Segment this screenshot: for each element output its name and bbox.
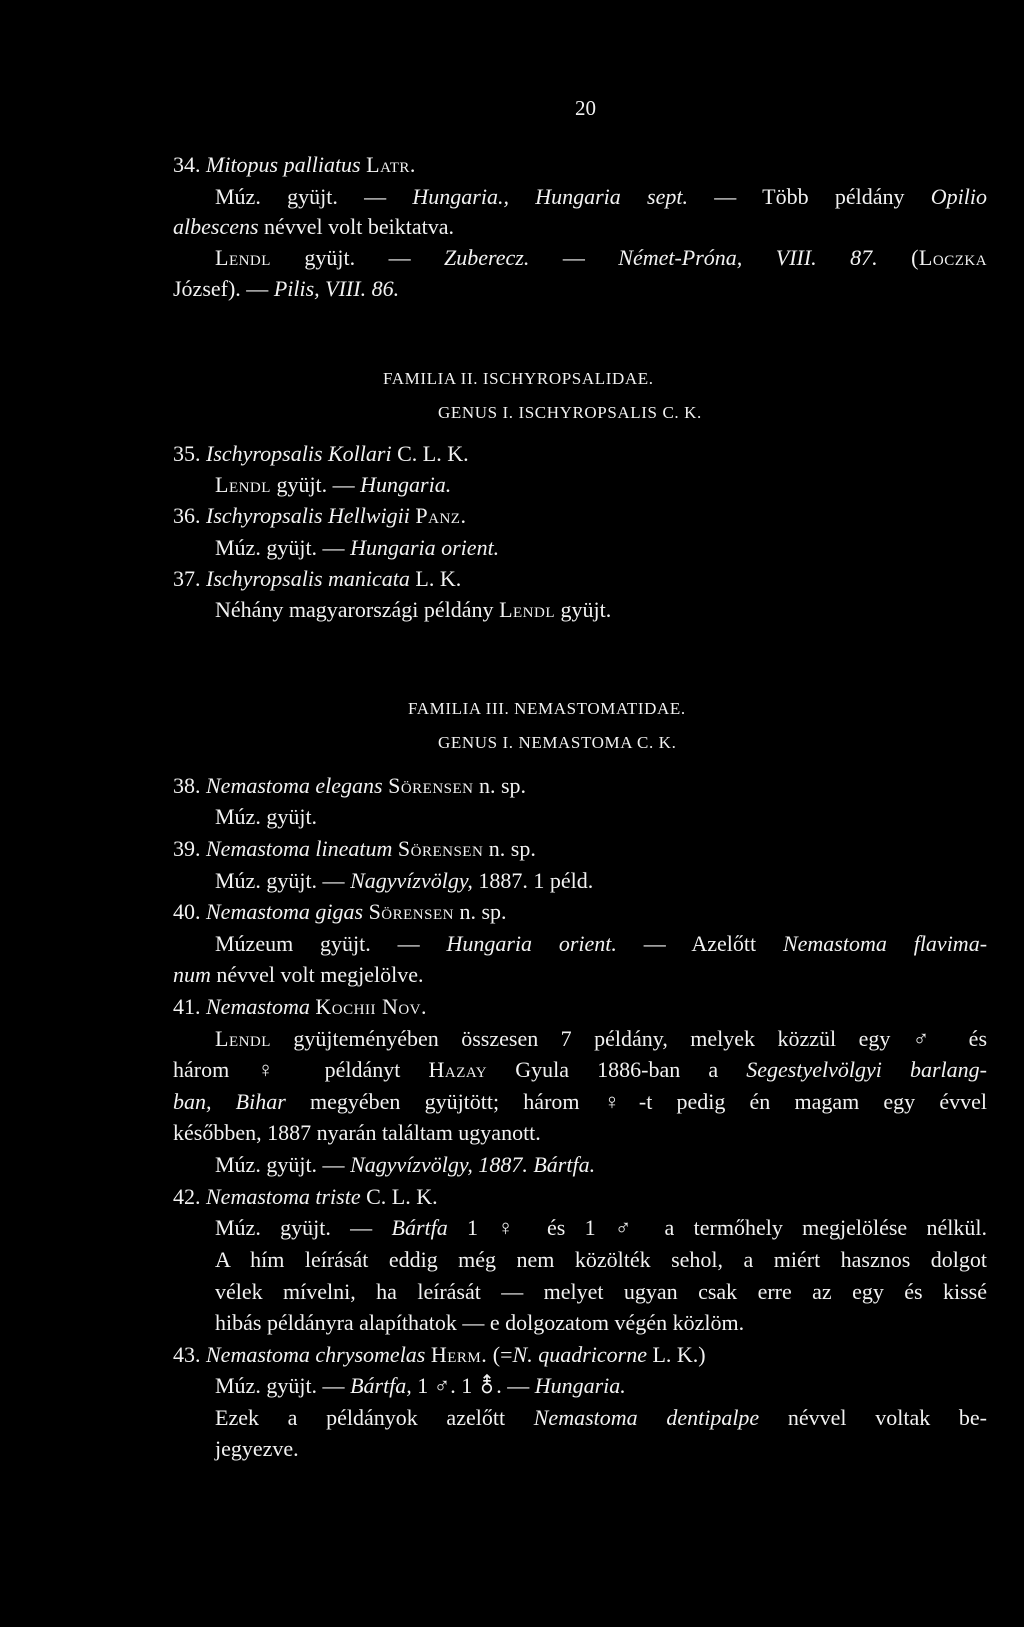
species-name: Ischyropsalis Hellwigii [206,503,410,528]
locality: Zuberecz. [444,245,530,270]
page-number: 20 [575,96,596,120]
text-run: gyüjt. — [304,245,411,270]
species-name: Nemastoma gigas [206,899,364,924]
entry-42-line-1 [215,1215,987,1241]
entry-36-line-1 [215,535,499,561]
entry-41-line-4 [173,1120,541,1146]
entry-41-line-3 [173,1089,987,1115]
entry-43-heading [173,1342,706,1368]
entry-number: 34. [173,152,201,177]
entry-39-heading [173,836,536,862]
collector-name: Lendl [215,245,271,270]
author-name: Sörensen [388,773,474,798]
entry-34-line-2 [173,214,454,240]
text-run: — Azelőtt [643,931,757,956]
locality: Pilis, VIII. 86. [273,276,400,301]
entry-35-heading [173,441,469,467]
entry-43-line-1 [215,1373,626,1399]
species-name: Mitopus palliatus [206,152,361,177]
entry-number: 35. [173,441,201,466]
entry-42-line-3 [215,1279,987,1305]
entry-42-heading [173,1184,438,1210]
entry-40-heading [173,899,507,925]
text-run: (= [492,1342,513,1367]
species-name: num [173,962,211,987]
species-name: Nemastoma dentipalpe [533,1405,760,1430]
locality: Hungaria orient. [446,931,617,956]
entry-38-line-1 [215,804,317,830]
text-run: későbben, 1887 nyarán találtam ugyanott. [173,1120,541,1145]
text-run: Múzeum gyüjt. — [215,931,420,956]
entry-38-heading [173,773,526,799]
entry-34-line-1 [215,184,987,210]
text-run: Néhány magyarországi példány [215,597,494,622]
species-name: Nemastoma elegans [206,773,383,798]
locality: Hungaria. [534,1373,626,1398]
species-name: Nemastoma flavima- [782,931,988,956]
author-name: C. L. K. [366,1184,438,1209]
entry-number: 43. [173,1342,201,1367]
text-run: n. sp. [479,773,527,798]
locality: Nagyvízvölgy, 1887. Bártfa. [350,1152,596,1177]
text-run: Múz. gyüjt. — [215,1152,345,1177]
entry-34-line-3 [215,245,987,271]
text-run: gyüjteményében összesen 7 példány, melyek közzül egy ♂ és [293,1026,987,1051]
text-run: n. sp. [459,899,507,924]
entry-42-line-4 [215,1310,744,1336]
text-run: József). — [173,276,269,301]
collector-name: Hazay [428,1057,488,1082]
text-run: Múz. gyüjt. — [215,1373,345,1398]
author-name: Sörensen [368,899,454,924]
genus-heading: GENUS I. ISCHYROPSALIS C. K. [438,403,702,422]
species-name: albescens [173,214,259,239]
entry-number: 41. [173,994,201,1019]
locality: Bártfa, [350,1373,412,1398]
entry-41-line-1 [215,1026,987,1052]
entry-number: 39. [173,836,201,861]
species-name: Nemastoma lineatum [206,836,393,861]
author-name: C. L. K. [397,441,469,466]
entry-41-line-2 [173,1057,987,1083]
familia-heading: FAMILIA II. ISCHYROPSALIDAE. [383,369,654,388]
text-run: vélek mívelni, ha leírását — melyet ugyan csak erre az egy és kissé [215,1279,987,1304]
entry-36-heading [173,503,466,529]
text-run: gyüjt. — [276,472,355,497]
collector-name: Lendl [499,597,555,622]
text-run: A hím leírását eddig még nem közölték sehol, a miért hasznos dolgot [215,1247,987,1272]
entry-37-heading [173,566,461,592]
locality: Hungaria orient. [350,535,500,560]
collector-name: Lendl [215,1026,271,1051]
text-run: három ♀ példányt [173,1057,401,1082]
author-name: Latr. [366,152,416,177]
locality: Bártfa [391,1215,448,1240]
entry-35-line-1 [215,472,451,498]
author-name: Sörensen [397,836,484,861]
locality: Német-Próna, VIII. 87. [618,245,878,270]
entry-39-line-1 [215,868,593,894]
text-run: jegyezve. [215,1436,299,1461]
genus-heading: GENUS I. NEMASTOMA C. K. [438,733,677,752]
entry-42-line-2 [215,1247,987,1273]
collector-name: Lendl [215,472,271,497]
locality: Segestyelvölgyi barlang- [746,1057,987,1082]
entry-34-line-4 [173,276,399,302]
text-run: Múz. gyüjt. — [215,184,387,209]
locality: Nagyvízvölgy, [350,868,473,893]
species-name: Nemastoma chrysomelas [206,1342,426,1367]
author-name: L. K. [415,566,462,591]
text-run: 1 ♀ és 1 ♂ a termőhely megjelölése nélkül. [467,1215,988,1240]
locality: Hungaria. [360,472,452,497]
entry-40-line-1 [215,931,987,957]
text-run: Múz. gyüjt. — [215,1215,373,1240]
text-run: névvel volt megjelölve. [216,962,424,987]
text-run: Gyula 1886-ban a [515,1057,719,1082]
text-run: n. sp. [488,836,536,861]
text-run: megyében gyüjtött; három ♀-t pedig én magam egy évvel [309,1089,987,1114]
text-run: Múz. gyüjt. [215,804,318,829]
species-name: Opilio [930,184,988,209]
entry-43-line-2 [215,1405,987,1431]
entry-number: 38. [173,773,201,798]
locality: Hungaria., Hungaria sept. [412,184,688,209]
entry-number: 37. [173,566,201,591]
entry-number: 40. [173,899,201,924]
text-run: 1 ♂. 1 ⚨. — [417,1373,530,1398]
text-run: gyüjt. [560,597,612,622]
text-run: Ezek a példányok azelőtt [215,1405,506,1430]
text-run: Múz. gyüjt. — [215,868,345,893]
text-run: névvel voltak be- [787,1405,987,1430]
entry-41-line-5 [215,1152,595,1178]
collector-name: (Loczka [911,245,988,270]
species-name: Ischyropsalis manicata [206,566,410,591]
text-run: 1887. 1 péld. [478,868,594,893]
species-name: Nemastoma [206,994,310,1019]
entry-43-line-3 [215,1436,299,1462]
text-run: Múz. gyüjt. — [215,535,345,560]
text-run: — [562,245,585,270]
locality: ban, Bihar [173,1089,286,1114]
entry-40-line-2 [173,962,424,988]
author-name: Herm. [430,1342,488,1367]
familia-heading: FAMILIA III. NEMASTOMATIDAE. [408,699,686,718]
text-run: névvel volt beiktatva. [264,214,455,239]
entry-34-heading [173,152,416,178]
species-name: Nemastoma triste [206,1184,361,1209]
entry-41-heading [173,994,427,1020]
entry-37-line-1 [215,597,611,623]
author-name: Kochii Nov. [315,994,427,1019]
entry-number: 36. [173,503,201,528]
text-run: hibás példányra alapíthatok — e dolgozatom végén közlöm. [215,1310,745,1335]
author-name: Panz. [415,503,467,528]
species-name: N. quadricorne [512,1342,647,1367]
entry-number: 42. [173,1184,201,1209]
species-name: Ischyropsalis Kollari [206,441,392,466]
text-run: L. K.) [652,1342,706,1367]
text-run: — Több példány [714,184,905,209]
